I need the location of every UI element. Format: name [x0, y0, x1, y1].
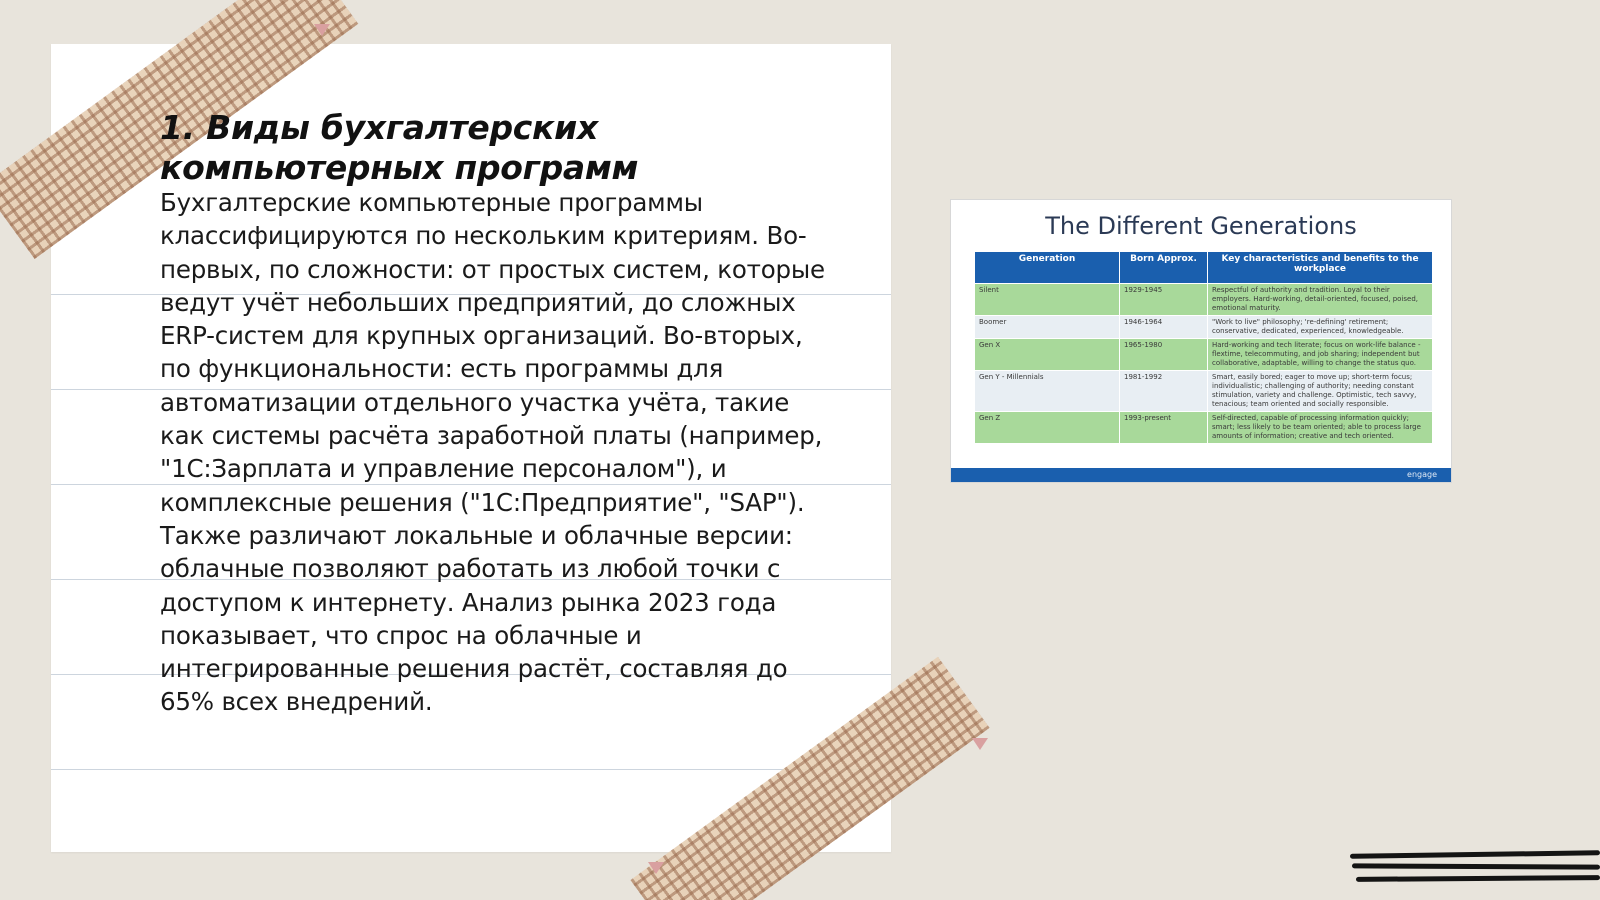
tape-corner-top [314, 24, 330, 36]
characteristics-cell: "Work to live" philosophy; 're-defining' retirement; conservative, dedicated, experienced, knowledgeable. [1208, 316, 1433, 339]
born-cell: 1981-1992 [1120, 371, 1208, 412]
ruled-line [51, 769, 891, 770]
slide-body-text: Бухгалтерские компьютерные программы классифицируются по нескольким критериям. Во-первых, по сложности: от простых систем, которые ведут учёт небольших предприятий, до сложных ERP-систем для крупных организаций. Во-вторых, по функциональности: есть программы для автоматизации отдельного участка учёта, такие как системы расчёта заработной платы (например, "1С:Зарплата и управление персоналом"), и комплексные решения ("1С:Предприятие", "SAP"). Также различают локальные и облачные версии: облачные позволяют работать из любой точки с доступом к интернету. Анализ рынка 2023 года показывает, что спрос на облачные и интегрированные решения растёт, составляя до 65% всех внедрений. [160, 188, 825, 717]
brush-stroke-decoration [1350, 850, 1600, 858]
table-row [975, 339, 1433, 371]
characteristics-cell: Self-directed, capable of processing information quickly; smart; less likely to be team oriented; able to process large amounts of information; creative and tech oriented. [1208, 412, 1433, 444]
table-header-row [975, 252, 1433, 284]
characteristics-cell: Smart, easily bored; eager to move up; short-term focus; individualistic; challenging of authority; needing constant stimulation, variety and challenge. Optimistic, tech savvy, tenacious; team oriented and socially responsible. [1208, 371, 1433, 412]
column-header: Born Approx. [1120, 252, 1208, 284]
image-footer-bar [951, 468, 1451, 482]
born-cell: 1946-1964 [1120, 316, 1208, 339]
brush-stroke-decoration [1356, 875, 1600, 882]
table-row [975, 371, 1433, 412]
generations-table [974, 251, 1433, 444]
tape-corner-bottom-left [648, 862, 664, 874]
born-cell: 1929-1945 [1120, 284, 1208, 316]
born-cell: 1965-1980 [1120, 339, 1208, 371]
tape-corner-bottom-right [972, 738, 988, 750]
generation-cell: Gen Y - Millennials [975, 371, 1120, 412]
generation-cell: Gen Z [975, 412, 1120, 444]
column-header: Generation [975, 252, 1120, 284]
brush-stroke-decoration [1352, 863, 1600, 869]
generation-cell: Boomer [975, 316, 1120, 339]
generation-cell: Silent [975, 284, 1120, 316]
generation-cell: Gen X [975, 339, 1120, 371]
generations-table-image [950, 199, 1452, 483]
slide-title: 1. Виды бухгалтерских компьютерных программ [160, 108, 639, 187]
image-title: The Different Generations [1045, 212, 1357, 240]
characteristics-cell: Respectful of authority and tradition. Loyal to their employers. Hard-working, detail-oriented, focused, poised, emotional maturity. [1208, 284, 1433, 316]
image-footer-logo: engage [1407, 470, 1437, 479]
column-header: Key characteristics and benefits to the workplace [1208, 252, 1433, 284]
table-row [975, 316, 1433, 339]
born-cell: 1993-present [1120, 412, 1208, 444]
characteristics-cell: Hard-working and tech literate; focus on work-life balance - flextime, telecommuting, and job sharing; independent but collaborative, adaptable, willing to change the status quo. [1208, 339, 1433, 371]
table-row [975, 412, 1433, 444]
table-row [975, 284, 1433, 316]
